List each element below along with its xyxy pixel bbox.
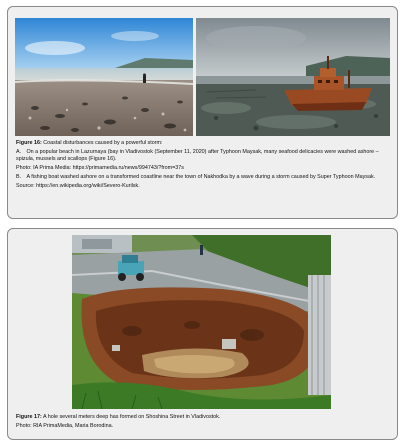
figure-16-item-b: B. A fishing boat washed ashore on a transformed coastline near the town of Nakhodka by a wave during a storm caused by Super Typhoon Maysak. [16, 173, 376, 180]
figure-17-label: Figure 17: [16, 414, 42, 420]
figure-17-photo-credit: Photo: RIA PrimaMedia, Maria Borodina. [16, 422, 114, 429]
sinkhole-photo [72, 235, 331, 409]
figure-16-caption [16, 140, 392, 191]
figure-17-title: A hole several meters deep has formed on Shoshina Street in Vladivostok. [41, 414, 221, 420]
figure-17-panel [7, 228, 398, 440]
figure-16-label: Figure 16: [16, 140, 42, 146]
figure-16-item-a: A. On a popular beach in Lazurnaya (bay in Vladivostok (September 11, 2020) after Typhoon Maysak, many seafood delicacies were washed ashore – spizula, mussels and scallops (Figure 16). [16, 148, 379, 163]
figure-16-title-line [16, 140, 392, 147]
figure-16-photo-credit: Photo: IA Prima Media: https://primamedia.ru/news/994743/?from=37s [16, 165, 184, 171]
figure-16-title: Coastal disturbances caused by a powerful storm: [41, 140, 163, 146]
figure-16-panel [7, 6, 398, 219]
beach-photo [15, 18, 193, 136]
figure-17-title-line [16, 414, 392, 421]
figure-17-caption [16, 414, 392, 432]
fishing-boat-photo [196, 18, 390, 136]
figure-16-source: Source: https://en.wikipedia.org/wiki/Severo-Kurilsk. [16, 182, 140, 189]
